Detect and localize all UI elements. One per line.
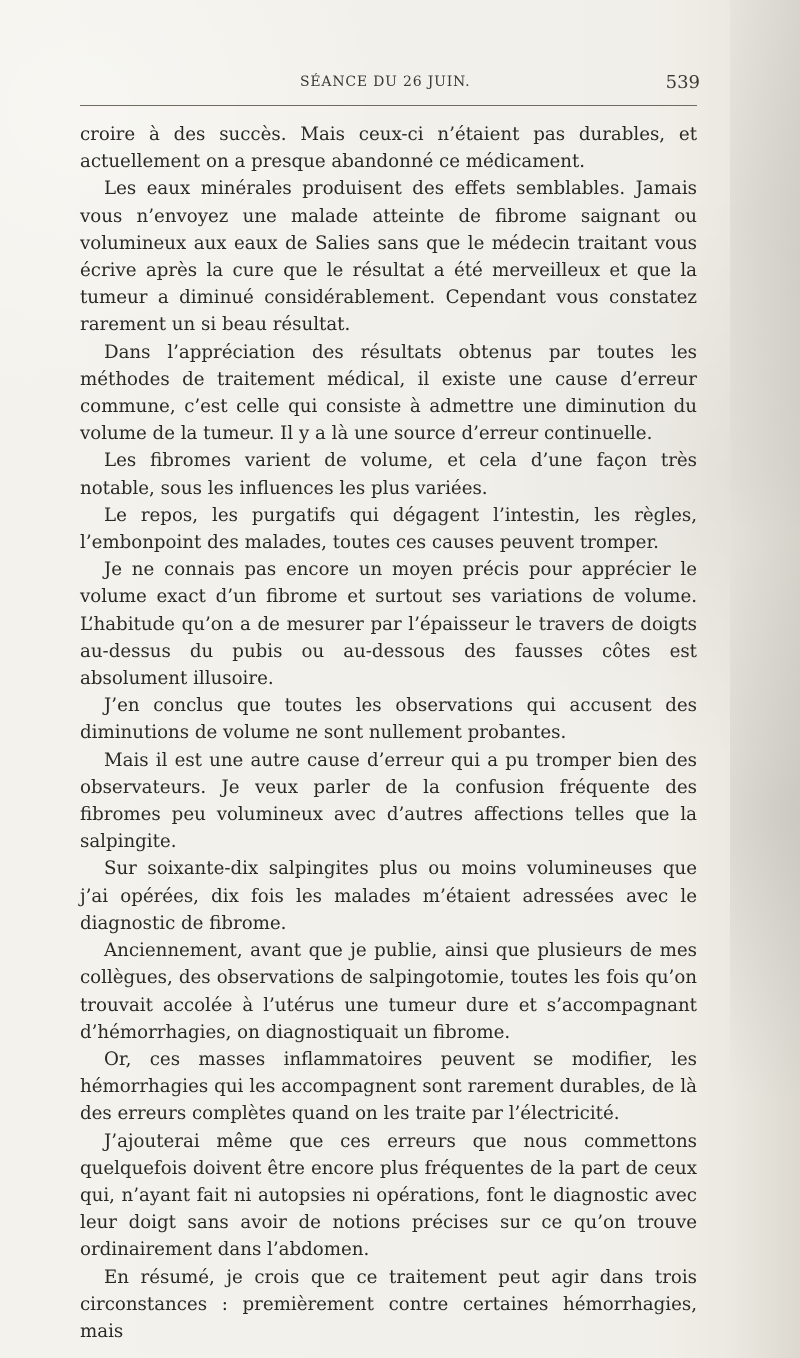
- paragraph-volume-variation: Les fibromes varient de volume, et cela d’une façon très notable, sous les influences les plus variées.: [80, 450, 697, 499]
- paragraph-inflammatory-masses: Or, ces masses inflammatoires peuvent se modifier, les hémorrhagies qui les accompagnent sont rarement durables, de là des erreurs complètes quand on les traite par l’électricité.: [80, 1048, 697, 1125]
- paragraph-other-error: Mais il est une autre cause d’erreur qui a pu tromper bien des observateurs. Je veux parler de la confusion fréquente des fibromes peu volumineux avec d’autres affections telles que la salpingite.: [80, 749, 697, 853]
- paragraph-formerly: Anciennement, avant que je publie, ainsi que plusieurs de mes collègues, des observations de salpingotomie, toutes les fois qu’on trouvait accolée à l’utérus une tumeur dure et s’accompagnant d’hémorrhagies, on diagnostiquait un fibrome.: [80, 940, 697, 1043]
- header-rule: [80, 105, 697, 106]
- paragraph-rest-purgatives: Le repos, les purgatifs qui dégagent l’intestin, les règles, l’embonpoint des malades, toutes ces causes peuvent tromper.: [80, 504, 697, 554]
- paragraph-mineral-waters: Les eaux minérales produisent des effets semblables. Jamais vous n’envoyez une malade atteinte de fibrome saignant ou volumineux aux eaux de Salies sans que le médecin traitant vous écrive après la cure que le résultat a été merveilleux et que la tumeur a diminué considérablement. Cependant vous constatez rarement un si beau résultat.: [80, 178, 697, 336]
- page-number: 539: [665, 72, 700, 93]
- paragraph-error-cause: Dans l’appréciation des résultats obtenus par toutes les méthodes de traitement médical, il existe une cause d’erreur commune, c’est celle qui consiste à admettre une diminution du volume de la tumeur. Il y a là une source d’erreur continuelle.: [80, 341, 697, 445]
- paragraph-conclusion-observations: J’en conclus que toutes les observations qui accusent des diminutions de volume ne sont nullement probantes.: [80, 695, 697, 744]
- paragraph-salpingites: Sur soixante-dix salpingites plus ou moins volumineuses que j’ai opérées, dix fois les malades m’étaient adressées avec le diagnostic de fibrome.: [80, 858, 697, 934]
- paragraph-continuation: croire à des succès. Mais ceux-ci n’étaient pas durables, et actuellement on a presque abandonné ce médicament.: [80, 124, 697, 173]
- paragraph-measure-volume: Je ne connais pas encore un moyen précis pour apprécier le volume exact d’un fibrome et surtout ses variations de volume. L’habitude qu’on a de mesurer par l’épaisseur le travers de doigts au-dessus du pubis ou au-dessous des fausses côtes est absolument illusoire.: [80, 559, 697, 690]
- running-head: SÉANCE DU 26 JUIN.: [300, 74, 471, 90]
- page-header: [80, 74, 700, 98]
- paragraph-summary: En résumé, je crois que ce traitement peut agir dans trois circonstances : premièrement contre certaines hémorrhagies, mais: [80, 1266, 697, 1342]
- paragraph-more-frequent-errors: J’ajouterai même que ces erreurs que nous commettons quelquefois doivent être encore plus fréquentes de la part de ceux qui, n’ayant fait ni autopsies ni opérations, font le diagnostic avec leur doigt sans avoir de notions précises sur ce qu’on trouve ordinairement dans l’abdomen.: [80, 1130, 697, 1261]
- body-text: [80, 121, 697, 1345]
- page-edge-shadow: [730, 0, 800, 1358]
